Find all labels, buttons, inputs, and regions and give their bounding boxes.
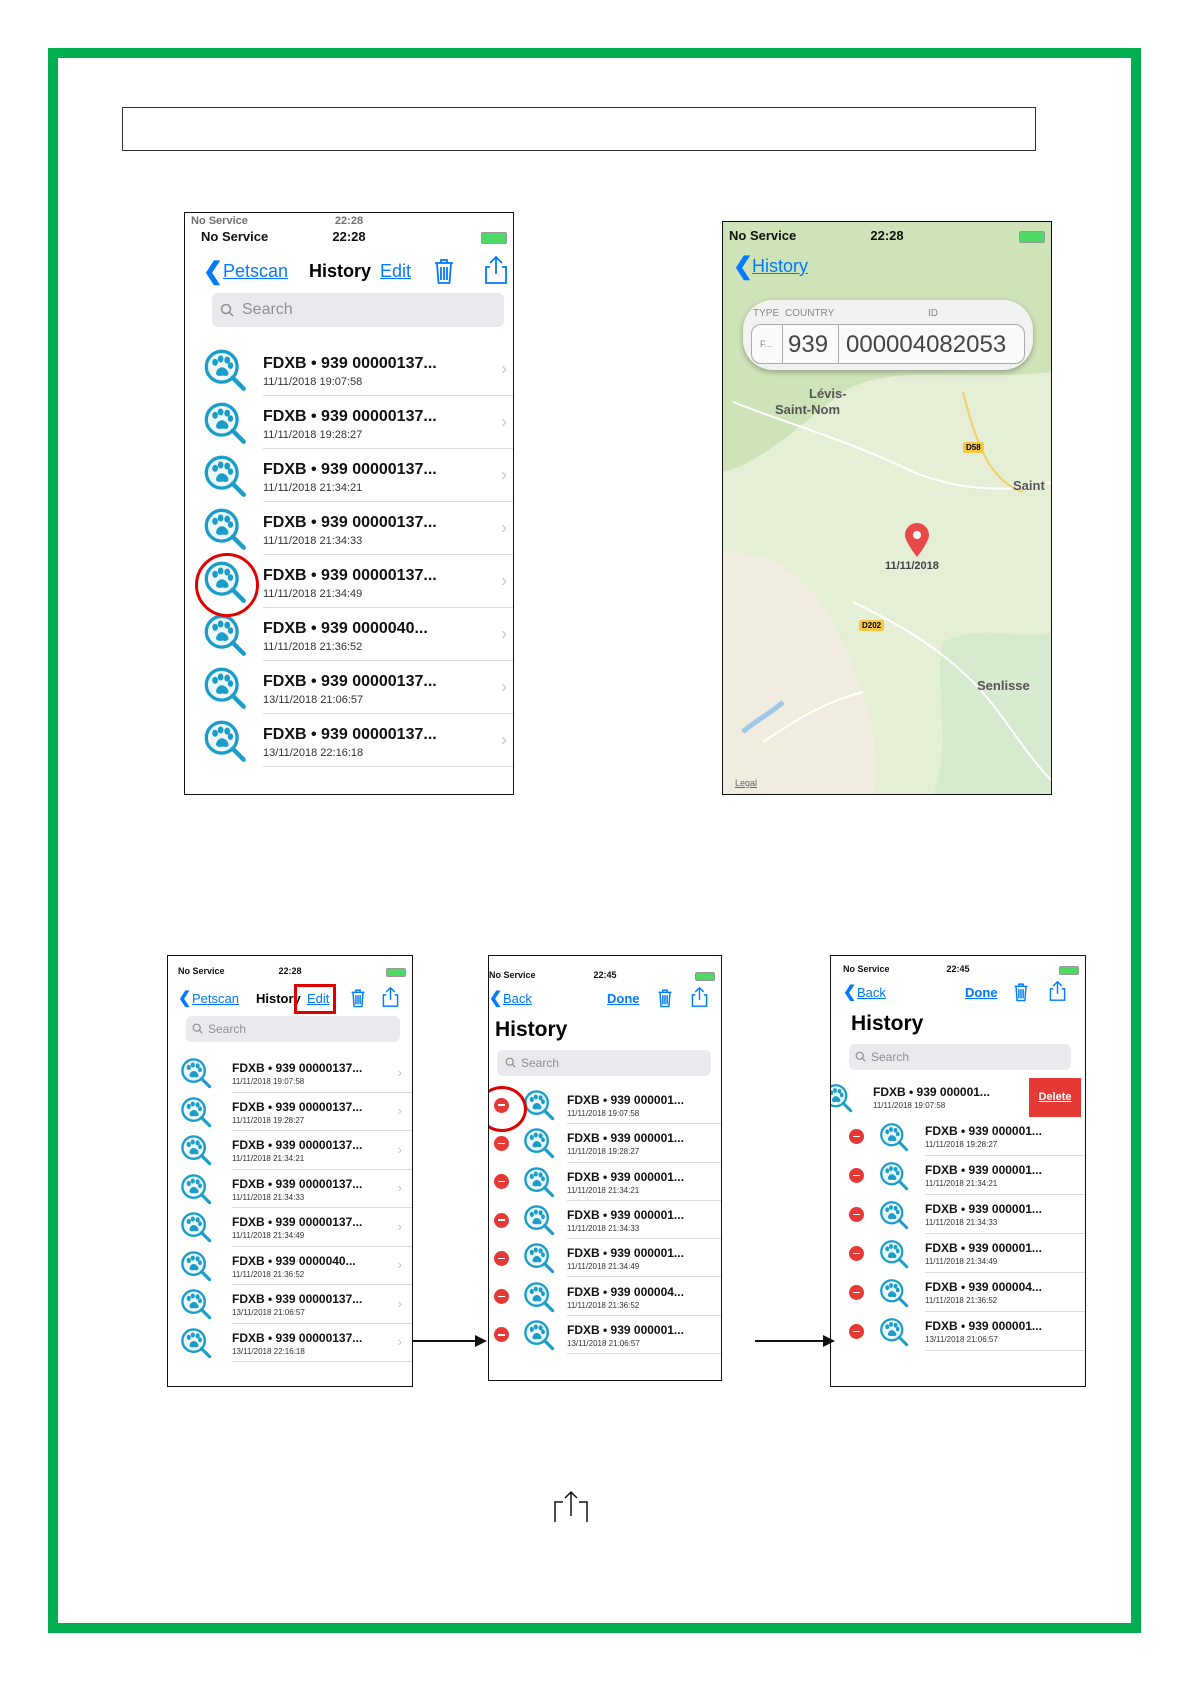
delete-button[interactable]: Delete (1029, 1078, 1081, 1117)
delete-toggle-icon[interactable] (494, 1136, 509, 1151)
search-icon (220, 303, 234, 317)
search-input[interactable] (212, 293, 504, 327)
status-service: No Service (489, 970, 536, 980)
paw-search-icon (879, 1278, 909, 1313)
item-date: 13/11/2018 22:16:18 (232, 1346, 305, 1356)
paw-search-icon (180, 1057, 212, 1094)
share-icon[interactable] (691, 986, 708, 1008)
paw-search-icon (180, 1134, 212, 1171)
chevron-right-icon: › (501, 729, 507, 750)
phone-history-list (184, 212, 514, 795)
item-date: 11/11/2018 21:34:49 (232, 1231, 305, 1240)
item-date: 13/11/2018 21:06:57 (567, 1338, 640, 1348)
item-title: FDXB • 939 000001... (567, 1246, 684, 1261)
delete-toggle-icon[interactable] (849, 1207, 864, 1222)
item-date: 11/11/2018 19:28:27 (232, 1115, 305, 1125)
list-item[interactable] (168, 1131, 412, 1170)
item-title: FDXB • 939 000001... (567, 1322, 684, 1337)
status-service: No Service (178, 966, 225, 976)
arrow-head-icon (475, 1335, 487, 1347)
item-title: FDXB • 939 00000137... (232, 1138, 363, 1152)
list-item[interactable] (168, 1170, 412, 1209)
chevron-right-icon: › (397, 1295, 402, 1311)
list-item[interactable] (831, 1273, 1085, 1312)
item-date: 11/11/2018 19:28:27 (925, 1140, 998, 1149)
battery-icon (481, 232, 507, 244)
delete-toggle-icon[interactable] (494, 1174, 509, 1189)
item-title: FDXB • 939 000001... (567, 1169, 684, 1184)
done-button[interactable]: Done (965, 985, 998, 1000)
search-input[interactable] (497, 1050, 711, 1076)
place-label-saint-nom: Saint-Nom (775, 402, 840, 417)
status-time: 22:45 (593, 970, 617, 980)
list-item[interactable] (831, 1312, 1085, 1351)
row-separator (567, 1353, 721, 1354)
battery-icon (695, 972, 715, 981)
paw-search-icon (180, 1096, 212, 1133)
search-placeholder: Search (208, 1022, 247, 1036)
chevron-right-icon: › (501, 464, 507, 485)
paw-search-icon (879, 1317, 909, 1352)
status-service: No Service (191, 215, 248, 227)
item-date: 11/11/2018 21:34:21 (567, 1185, 640, 1195)
delete-toggle-icon[interactable] (849, 1129, 864, 1144)
phone-history-small (167, 955, 413, 1387)
phone-delete-swipe (830, 955, 1086, 1387)
status-time: 22:45 (946, 964, 970, 974)
paw-search-icon (879, 1161, 909, 1196)
delete-toggle-icon[interactable] (849, 1324, 864, 1339)
list-item[interactable] (185, 449, 513, 502)
status-time: 22:28 (870, 228, 904, 243)
divider (782, 325, 783, 363)
list-item[interactable] (489, 1239, 721, 1277)
edit-button[interactable]: Edit (380, 261, 412, 281)
item-date: 11/11/2018 21:36:52 (263, 641, 363, 653)
item-date: 11/11/2018 19:07:58 (263, 376, 363, 388)
item-title: FDXB • 939 00000137... (232, 1330, 363, 1345)
header-box (122, 107, 1036, 151)
item-date: 11/11/2018 19:28:27 (567, 1147, 640, 1157)
paw-search-icon (180, 1211, 212, 1248)
paw-search-icon (523, 1204, 555, 1241)
type-value: F... (760, 339, 773, 349)
chevron-right-icon: › (397, 1103, 402, 1119)
nav-bar (185, 253, 513, 289)
item-title: FDXB • 939 0000040... (232, 1253, 356, 1268)
trash-icon[interactable] (1013, 982, 1029, 1002)
paw-search-icon (523, 1281, 555, 1318)
paw-search-icon (523, 1166, 555, 1203)
paw-search-icon (180, 1288, 212, 1325)
col-type-label: TYPE (753, 308, 780, 319)
back-chevron-icon[interactable]: ❮ (843, 984, 857, 1001)
list-item-swiped[interactable] (831, 1078, 1085, 1117)
item-date: 11/11/2018 21:34:33 (232, 1192, 305, 1202)
item-title: FDXB • 939 00000137... (263, 567, 437, 584)
item-title: FDXB • 939 000001... (567, 1093, 684, 1107)
status-bar (729, 228, 1045, 244)
item-date: 11/11/2018 21:34:49 (925, 1257, 998, 1266)
large-title: History (851, 1012, 924, 1035)
status-time: 22:28 (334, 215, 364, 227)
item-title: FDXB • 939 000001... (925, 1202, 1042, 1216)
status-bar (174, 966, 406, 978)
trash-icon[interactable] (657, 988, 673, 1008)
search-placeholder: Search (242, 301, 293, 318)
chevron-right-icon: › (397, 1141, 402, 1157)
item-title: FDXB • 939 00000137... (232, 1215, 363, 1229)
share-icon[interactable] (382, 986, 399, 1008)
share-icon[interactable] (1049, 980, 1066, 1002)
item-date: 11/11/2018 21:34:49 (263, 588, 363, 600)
edit-highlight (294, 984, 336, 1014)
id-value: 000004082053 (846, 331, 1007, 358)
item-title: FDXB • 939 000004... (567, 1284, 684, 1299)
history-list (168, 1054, 412, 1386)
search-input[interactable] (186, 1016, 400, 1042)
list-item[interactable] (185, 714, 513, 767)
list-item[interactable] (185, 396, 513, 449)
history-back-link[interactable]: History (752, 256, 809, 276)
list-item[interactable] (489, 1201, 721, 1239)
place-label-senlisse: Senlisse (977, 678, 1030, 693)
list-item[interactable] (489, 1124, 721, 1162)
back-link[interactable]: Back (857, 985, 886, 1000)
list-item[interactable] (489, 1163, 721, 1201)
list-item[interactable] (185, 343, 513, 396)
done-button[interactable]: Done (607, 991, 640, 1006)
status-service: No Service (843, 964, 890, 974)
petscan-back-link[interactable]: Petscan (192, 991, 239, 1006)
petscan-back-link[interactable]: Petscan (223, 261, 289, 281)
chevron-right-icon: › (501, 411, 507, 432)
item-date: 11/11/2018 21:34:33 (925, 1218, 998, 1227)
delete-toggle-icon[interactable] (494, 1251, 509, 1266)
paw-search-icon (523, 1319, 555, 1356)
delete-toggle-icon[interactable] (849, 1246, 864, 1261)
chevron-right-icon: › (501, 623, 507, 644)
item-date: 11/11/2018 21:34:33 (567, 1223, 640, 1233)
chevron-right-icon: › (397, 1180, 402, 1196)
list-item[interactable] (168, 1093, 412, 1132)
paw-search-icon (203, 507, 247, 556)
search-placeholder: Search (521, 1056, 560, 1070)
chevron-right-icon: › (397, 1257, 402, 1273)
road-label-d58: D58 (963, 442, 984, 453)
paw-search-icon (879, 1122, 909, 1157)
delete-toggle-icon[interactable] (494, 1213, 509, 1228)
status-time: 22:28 (332, 229, 366, 244)
history-list-swipe (831, 1078, 1085, 1386)
item-title: FDXB • 939 00000137... (263, 355, 437, 372)
highlight-circle (195, 553, 259, 617)
item-title: FDXB • 939 00000137... (232, 1292, 363, 1306)
back-chevron-icon[interactable]: ❮ (489, 990, 503, 1007)
road-label-d202: D202 (859, 620, 884, 631)
paw-search-icon (203, 613, 247, 662)
item-date: 11/11/2018 21:36:52 (925, 1296, 998, 1305)
chevron-right-icon: › (501, 570, 507, 591)
status-time: 22:28 (278, 966, 302, 976)
item-title: FDXB • 939 000001... (567, 1131, 684, 1146)
phone-map (722, 221, 1052, 795)
item-title: FDXB • 939 000001... (925, 1241, 1042, 1255)
back-chevron-icon[interactable]: ❮ (178, 990, 192, 1007)
search-icon (505, 1057, 516, 1068)
back-link[interactable]: Back (503, 991, 532, 1006)
status-service: No Service (729, 228, 797, 243)
paw-search-icon (203, 719, 247, 768)
paw-search-icon (523, 1089, 555, 1126)
item-date: 11/11/2018 19:07:58 (873, 1101, 946, 1110)
pin-date-label: 11/11/2018 (885, 560, 939, 572)
row-separator (925, 1350, 1085, 1351)
chevron-right-icon: › (397, 1334, 402, 1350)
list-item[interactable] (168, 1285, 412, 1324)
paw-search-icon (180, 1250, 212, 1287)
list-item[interactable] (831, 1234, 1085, 1273)
paw-search-icon (523, 1242, 555, 1279)
item-date: 13/11/2018 21:06:57 (232, 1308, 305, 1317)
status-bar (191, 229, 507, 245)
list-item[interactable] (831, 1195, 1085, 1234)
status-bar (489, 970, 715, 982)
list-item[interactable] (168, 1247, 412, 1286)
history-list-edit (489, 1086, 721, 1380)
list-item[interactable] (831, 1156, 1085, 1195)
delete-toggle-icon[interactable] (494, 1289, 509, 1304)
arrow-line (755, 1340, 823, 1342)
row-separator (263, 766, 513, 767)
list-item[interactable] (185, 661, 513, 714)
arrow-line (413, 1340, 475, 1342)
battery-icon (1059, 966, 1079, 975)
item-title: FDXB • 939 00000137... (232, 1099, 363, 1114)
divider (838, 325, 839, 363)
item-date: 13/11/2018 22:16:18 (263, 747, 364, 759)
chevron-right-icon: › (501, 676, 507, 697)
item-date: 11/11/2018 19:07:58 (232, 1077, 305, 1086)
item-title: FDXB • 939 00000137... (263, 726, 437, 743)
value-box (751, 324, 1025, 364)
item-date: 11/11/2018 21:34:21 (232, 1154, 305, 1163)
chevron-right-icon: › (397, 1064, 402, 1080)
item-title: FDXB • 939 000001... (567, 1207, 684, 1222)
list-item[interactable] (168, 1208, 412, 1247)
item-title: FDXB • 939 000001... (873, 1085, 990, 1099)
back-chevron-icon[interactable]: ❮ (733, 253, 754, 280)
phone-edit-mode (488, 955, 722, 1381)
nav-title: History (256, 991, 301, 1006)
item-date: 11/11/2018 21:34:49 (567, 1262, 640, 1272)
battery-icon (1019, 231, 1045, 243)
delete-toggle-icon[interactable] (849, 1285, 864, 1300)
item-date: 11/11/2018 21:34:33 (263, 535, 363, 547)
paw-search-icon (830, 1083, 853, 1118)
share-icon[interactable] (484, 255, 508, 285)
paw-search-icon (203, 348, 247, 397)
item-date: 11/11/2018 19:28:27 (263, 429, 363, 441)
chevron-right-icon: › (397, 1218, 402, 1234)
item-title: FDXB • 939 0000040... (263, 620, 428, 637)
chevron-right-icon: › (501, 517, 507, 538)
item-title: FDXB • 939 000001... (925, 1319, 1042, 1333)
item-date: 11/11/2018 21:34:21 (263, 482, 363, 494)
place-label-levis: Lévis- (809, 386, 847, 401)
search-placeholder: Search (871, 1050, 910, 1064)
item-title: FDXB • 939 000001... (925, 1163, 1042, 1177)
list-item[interactable] (168, 1054, 412, 1093)
paw-search-icon (523, 1127, 555, 1164)
item-title: FDXB • 939 00000137... (263, 461, 437, 478)
chevron-right-icon: › (501, 358, 507, 379)
item-title: FDXB • 939 00000137... (232, 1176, 363, 1191)
col-country-label: COUNTRY (785, 308, 835, 319)
large-title: History (495, 1018, 568, 1041)
row-separator (232, 1361, 412, 1362)
paw-search-icon (180, 1327, 212, 1364)
nav-title: History (309, 261, 372, 281)
list-item[interactable] (831, 1117, 1085, 1156)
item-title: FDXB • 939 00000137... (232, 1061, 363, 1075)
legal-link[interactable]: Legal (735, 778, 758, 788)
item-title: FDXB • 939 00000137... (263, 673, 437, 690)
paw-search-icon (203, 454, 247, 503)
item-date: 11/11/2018 21:36:52 (232, 1269, 305, 1279)
paw-search-icon (879, 1200, 909, 1235)
search-icon (855, 1051, 866, 1062)
battery-icon (386, 968, 406, 977)
list-item[interactable] (489, 1316, 721, 1354)
list-item[interactable] (185, 502, 513, 555)
arrow-head-icon (823, 1335, 835, 1347)
edit-button[interactable]: Edit (307, 991, 330, 1006)
status-bar-ghost (191, 215, 507, 229)
item-title: FDXB • 939 00000137... (263, 514, 437, 531)
paw-search-icon (180, 1173, 212, 1210)
search-icon (192, 1023, 203, 1034)
location-pin-icon[interactable] (903, 522, 931, 558)
delete-toggle-icon[interactable] (494, 1327, 509, 1342)
item-title: FDXB • 939 000001... (925, 1124, 1042, 1138)
share-icon (553, 1488, 589, 1524)
country-value: 939 (788, 331, 829, 358)
list-item[interactable] (168, 1324, 412, 1363)
item-date: 11/11/2018 19:07:58 (567, 1109, 640, 1118)
paw-search-icon (203, 666, 247, 715)
back-chevron-icon[interactable]: ❮ (203, 258, 224, 285)
item-date: 13/11/2018 21:06:57 (925, 1335, 998, 1344)
item-date: 11/11/2018 21:36:52 (567, 1300, 640, 1310)
trash-icon[interactable] (433, 257, 455, 285)
place-label-saint: Saint (1013, 478, 1045, 493)
col-id-label: ID (928, 308, 938, 319)
item-date: 13/11/2018 21:06:57 (263, 694, 364, 706)
status-service: No Service (201, 229, 269, 244)
list-item[interactable] (489, 1278, 721, 1316)
paw-search-icon (879, 1239, 909, 1274)
item-title: FDXB • 939 00000137... (263, 408, 437, 425)
search-input[interactable] (849, 1044, 1071, 1070)
item-title: FDXB • 939 000004... (925, 1280, 1042, 1294)
status-bar (837, 964, 1079, 976)
item-date: 11/11/2018 21:34:21 (925, 1179, 998, 1188)
trash-icon[interactable] (350, 988, 366, 1008)
delete-toggle-icon[interactable] (849, 1168, 864, 1183)
paw-search-icon (203, 401, 247, 450)
chip-id-card (743, 300, 1033, 370)
